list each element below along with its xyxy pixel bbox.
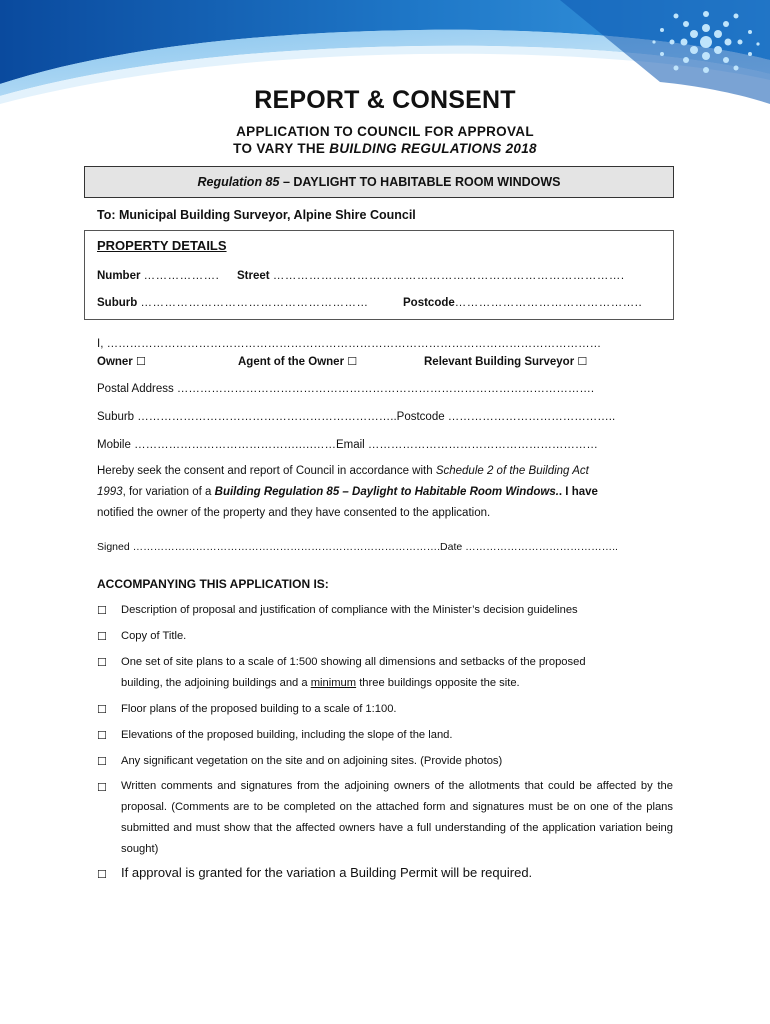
agent-option[interactable]: Agent of the Owner ☐	[238, 355, 358, 368]
item-site-plans: One set of site plans to a scale of 1:500 showing all dimensions and setbacks of the proposed building, the adjoining buildings and a minimum three buildings opposite the site.	[121, 656, 586, 689]
property-suburb-field[interactable]: Suburb …………………………………………………	[97, 297, 369, 309]
item-checkbox[interactable]: ☐	[97, 604, 107, 617]
accompanying-heading: ACCOMPANYING THIS APPLICATION IS:	[97, 577, 329, 591]
item-checkbox[interactable]: ☐	[97, 781, 107, 794]
item-checkbox[interactable]: ☐	[97, 656, 107, 669]
consent-paragraph	[97, 461, 673, 524]
consent-line-2: 1993, for variation of a Building Regulation 85 – Daylight to Habitable Room Windows.. I have	[97, 486, 598, 498]
item-checkbox[interactable]: ☐	[97, 868, 107, 881]
page-subtitle-line1: APPLICATION TO COUNCIL FOR APPROVAL	[236, 124, 534, 139]
regulation-banner: Regulation 85 – DAYLIGHT TO HABITABLE ROOM WINDOWS	[84, 166, 674, 198]
item-written-comments: Written comments and signatures from the adjoining owners of the allotments that could be affected by the proposal. (Comments are to be completed on the attached form and signatures must be on one of the plans submitted and must show that the affected owners have a full understanding of the application variation being sought)	[121, 780, 673, 855]
consent-line-1: Hereby seek the consent and report of Council in accordance with Schedule 2 of the Building Act	[97, 465, 589, 477]
snowflake-logo-icon	[646, 2, 766, 82]
item-checkbox[interactable]: ☐	[97, 755, 107, 768]
item-floor-plans: Floor plans of the proposed building to a scale of 1:100.	[121, 703, 397, 715]
applicant-suburb-postcode-field[interactable]: Suburb …………………………………………………………..Postcode ……………………………………..	[97, 411, 616, 423]
mobile-email-field[interactable]: Mobile …………………………………….….……Email ……………………………………………………	[97, 439, 598, 451]
owner-checkbox[interactable]: ☐	[136, 355, 146, 368]
applicant-name-field[interactable]: I, …………………………………………………………………………………………………………………	[97, 338, 602, 350]
item-checkbox[interactable]: ☐	[97, 729, 107, 742]
addressee-line: To: Municipal Building Surveyor, Alpine Shire Council	[97, 208, 416, 222]
surveyor-checkbox[interactable]: ☐	[577, 355, 588, 368]
item-description: Description of proposal and justification of compliance with the Minister’s decision guidelines	[121, 604, 578, 616]
signature-date-field[interactable]: Signed …………………………………………………………………………….Date ……………………………………..	[97, 541, 618, 553]
item-checkbox[interactable]: ☐	[97, 630, 107, 643]
page-subtitle-line2: TO VARY THE BUILDING REGULATIONS 2018	[233, 141, 537, 156]
item-building-permit-note: If approval is granted for the variation a Building Permit will be required.	[121, 865, 533, 880]
owner-option[interactable]: Owner ☐	[97, 355, 146, 368]
item-elevations: Elevations of the proposed building, including the slope of the land.	[121, 729, 453, 741]
consent-line-3: notified the owner of the property and they have consented to the application.	[97, 507, 491, 519]
item-vegetation: Any significant vegetation on the site and on adjoining sites. (Provide photos)	[121, 755, 503, 767]
item-title-copy: Copy of Title.	[121, 630, 187, 642]
page-title: REPORT & CONSENT	[254, 86, 516, 114]
surveyor-option[interactable]: Relevant Building Surveyor ☐	[424, 355, 588, 368]
item-checkbox[interactable]: ☐	[97, 703, 107, 716]
property-number-field[interactable]: Number ……………….	[97, 270, 220, 282]
agent-checkbox[interactable]: ☐	[347, 355, 358, 368]
property-postcode-field[interactable]: Postcode………………………………………..	[403, 297, 643, 309]
property-details-heading: PROPERTY DETAILS	[97, 238, 227, 253]
property-street-field[interactable]: Street …………………………………………………………………………….	[237, 270, 625, 282]
postal-address-field[interactable]: Postal Address ……………………………………………………………………………………………….	[97, 383, 595, 395]
